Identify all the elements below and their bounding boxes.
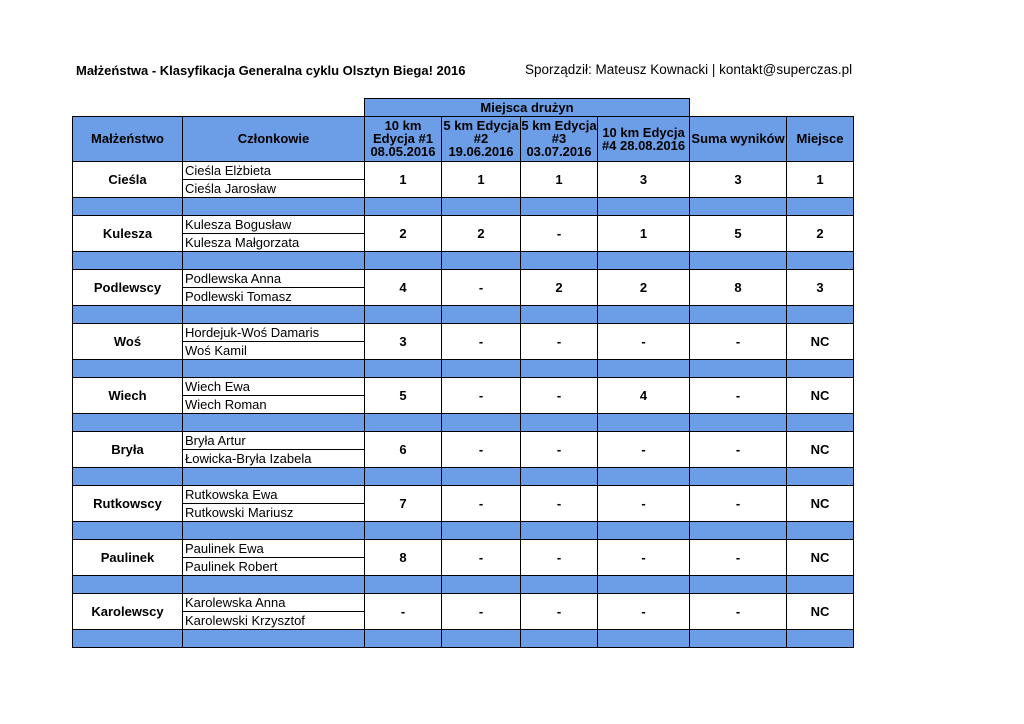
separator-cell xyxy=(521,521,598,539)
separator-row xyxy=(73,629,854,647)
race-result: - xyxy=(521,485,598,521)
separator-cell xyxy=(787,197,854,215)
race-result: - xyxy=(598,593,690,629)
separator-cell xyxy=(690,251,787,269)
separator-row xyxy=(73,521,854,539)
couple-name: Bryła xyxy=(73,431,183,467)
separator-cell xyxy=(442,305,521,323)
separator-cell xyxy=(183,629,365,647)
separator-row xyxy=(73,575,854,593)
couple-name: Cieśla xyxy=(73,161,183,197)
race-result: 4 xyxy=(598,377,690,413)
separator-cell xyxy=(365,575,442,593)
separator-cell xyxy=(183,575,365,593)
separator-cell xyxy=(521,251,598,269)
col-header-race3: 5 km Edycja #3 03.07.2016 xyxy=(521,118,597,159)
member-name: Cieśla Jarosław xyxy=(183,179,365,197)
race-result: - xyxy=(521,377,598,413)
separator-cell xyxy=(365,521,442,539)
sum-result: 8 xyxy=(690,269,787,305)
sum-result: - xyxy=(690,539,787,575)
separator-cell xyxy=(442,413,521,431)
race-result: 1 xyxy=(365,161,442,197)
race-result: 5 xyxy=(365,377,442,413)
separator-cell xyxy=(442,521,521,539)
member-name: Hordejuk-Woś Damaris xyxy=(183,323,365,341)
place-result: NC xyxy=(787,323,854,359)
member-name: Paulinek Ewa xyxy=(183,539,365,557)
member-name: Kulesza Małgorzata xyxy=(183,233,365,251)
race-result: - xyxy=(442,539,521,575)
table-body xyxy=(73,161,854,647)
place-result: 1 xyxy=(787,161,854,197)
separator-cell xyxy=(442,359,521,377)
sum-result: 5 xyxy=(690,215,787,251)
separator-cell xyxy=(690,305,787,323)
race-result: 1 xyxy=(442,161,521,197)
separator-cell xyxy=(690,575,787,593)
member-name: Cieśla Elżbieta xyxy=(183,161,365,179)
separator-cell xyxy=(690,197,787,215)
race-result: - xyxy=(521,215,598,251)
place-result: 3 xyxy=(787,269,854,305)
separator-cell xyxy=(598,467,690,485)
separator-cell xyxy=(787,629,854,647)
place-result: NC xyxy=(787,377,854,413)
separator-cell xyxy=(73,251,183,269)
race-result: 4 xyxy=(365,269,442,305)
col-header-race4: 10 km Edycja #4 28.08.2016 xyxy=(598,116,690,161)
separator-cell xyxy=(521,467,598,485)
author-credit: Sporządził: Mateusz Kownacki | kontakt@superczas.pl xyxy=(525,62,853,77)
col-header-race1: 10 km Edycja #1 08.05.2016 xyxy=(365,116,442,161)
sum-result: - xyxy=(690,485,787,521)
race-result: - xyxy=(598,539,690,575)
table-row xyxy=(73,323,854,341)
race-result: 1 xyxy=(521,161,598,197)
member-name: Wiech Roman xyxy=(183,395,365,413)
member-name: Łowicka-Bryła Izabela xyxy=(183,449,365,467)
race-result: - xyxy=(365,593,442,629)
separator-cell xyxy=(598,629,690,647)
separator-cell xyxy=(787,305,854,323)
separator-cell xyxy=(787,413,854,431)
race-result: - xyxy=(521,431,598,467)
race-result: 7 xyxy=(365,485,442,521)
col-header-members: Członkowie xyxy=(183,116,365,161)
table-row xyxy=(73,593,854,611)
member-name: Podlewska Anna xyxy=(183,269,365,287)
member-name: Kulesza Bogusław xyxy=(183,215,365,233)
separator-cell xyxy=(521,575,598,593)
race-result: - xyxy=(442,269,521,305)
race-result: 3 xyxy=(365,323,442,359)
sum-result: 3 xyxy=(690,161,787,197)
separator-cell xyxy=(521,629,598,647)
separator-cell xyxy=(73,305,183,323)
race-result: - xyxy=(521,323,598,359)
separator-cell xyxy=(598,575,690,593)
results-table xyxy=(72,98,854,648)
place-result: 2 xyxy=(787,215,854,251)
separator-cell xyxy=(521,305,598,323)
separator-cell xyxy=(787,575,854,593)
race-result: 2 xyxy=(442,215,521,251)
race-result: - xyxy=(598,485,690,521)
separator-cell xyxy=(365,305,442,323)
race-result: 1 xyxy=(598,215,690,251)
separator-cell xyxy=(442,467,521,485)
couple-name: Woś xyxy=(73,323,183,359)
column-header-row xyxy=(73,116,854,161)
table-row xyxy=(73,377,854,395)
race-result: - xyxy=(598,323,690,359)
table-row xyxy=(73,161,854,179)
race-result: - xyxy=(521,539,598,575)
race-result: - xyxy=(521,593,598,629)
col-header-race2: 5 km Edycja #2 19.06.2016 xyxy=(443,118,519,159)
table-row xyxy=(73,539,854,557)
col-header-sum: Suma wyników xyxy=(690,116,787,161)
couple-name: Paulinek xyxy=(73,539,183,575)
separator-row xyxy=(73,467,854,485)
couple-name: Wiech xyxy=(73,377,183,413)
sum-result: - xyxy=(690,377,787,413)
separator-cell xyxy=(690,629,787,647)
place-result: NC xyxy=(787,593,854,629)
separator-row xyxy=(73,413,854,431)
member-name: Podlewski Tomasz xyxy=(183,287,365,305)
race-result: 8 xyxy=(365,539,442,575)
separator-cell xyxy=(183,413,365,431)
member-name: Paulinek Robert xyxy=(183,557,365,575)
separator-cell xyxy=(598,305,690,323)
member-name: Rutkowska Ewa xyxy=(183,485,365,503)
separator-cell xyxy=(183,251,365,269)
member-name: Rutkowski Mariusz xyxy=(183,503,365,521)
separator-cell xyxy=(183,467,365,485)
separator-cell xyxy=(787,467,854,485)
place-result: NC xyxy=(787,485,854,521)
sum-result: - xyxy=(690,593,787,629)
separator-cell xyxy=(73,629,183,647)
separator-cell xyxy=(183,359,365,377)
sum-result: - xyxy=(690,323,787,359)
separator-cell xyxy=(598,251,690,269)
separator-cell xyxy=(598,413,690,431)
page-title: Małżeństwa - Klasyfikacja Generalna cyklu Olsztyn Biega! 2016 xyxy=(76,63,466,78)
race-result: 2 xyxy=(521,269,598,305)
separator-cell xyxy=(690,413,787,431)
separator-cell xyxy=(73,467,183,485)
couple-name: Kulesza xyxy=(73,215,183,251)
separator-cell xyxy=(365,413,442,431)
race-result: 2 xyxy=(598,269,690,305)
separator-cell xyxy=(521,413,598,431)
col-header-place: Miejsce xyxy=(787,116,854,161)
col-header-couple: Małżeństwo xyxy=(73,116,183,161)
place-result: NC xyxy=(787,539,854,575)
separator-row xyxy=(73,251,854,269)
separator-cell xyxy=(365,251,442,269)
sum-result: - xyxy=(690,431,787,467)
separator-cell xyxy=(442,197,521,215)
couple-name: Podlewscy xyxy=(73,269,183,305)
separator-cell xyxy=(183,521,365,539)
separator-cell xyxy=(365,467,442,485)
table-row xyxy=(73,485,854,503)
separator-cell xyxy=(442,251,521,269)
separator-cell xyxy=(73,413,183,431)
member-name: Karolewska Anna xyxy=(183,593,365,611)
member-name: Woś Kamil xyxy=(183,341,365,359)
separator-cell xyxy=(521,359,598,377)
separator-cell xyxy=(73,521,183,539)
couple-name: Rutkowscy xyxy=(73,485,183,521)
separator-cell xyxy=(365,197,442,215)
race-result: - xyxy=(442,431,521,467)
group-header: Miejsca drużyn xyxy=(365,99,690,117)
member-name: Karolewski Krzysztof xyxy=(183,611,365,629)
table-row xyxy=(73,431,854,449)
separator-cell xyxy=(365,359,442,377)
race-result: - xyxy=(442,323,521,359)
separator-cell xyxy=(598,521,690,539)
separator-cell xyxy=(690,359,787,377)
separator-cell xyxy=(183,305,365,323)
table-row xyxy=(73,215,854,233)
separator-cell xyxy=(690,467,787,485)
separator-cell xyxy=(73,359,183,377)
separator-cell xyxy=(442,575,521,593)
race-result: - xyxy=(598,431,690,467)
separator-cell xyxy=(442,629,521,647)
separator-row xyxy=(73,359,854,377)
member-name: Bryła Artur xyxy=(183,431,365,449)
group-header-row xyxy=(73,99,854,117)
race-result: - xyxy=(442,593,521,629)
separator-row xyxy=(73,197,854,215)
place-result: NC xyxy=(787,431,854,467)
race-result: 3 xyxy=(598,161,690,197)
couple-name: Karolewscy xyxy=(73,593,183,629)
separator-cell xyxy=(787,251,854,269)
separator-cell xyxy=(183,197,365,215)
race-result: 2 xyxy=(365,215,442,251)
race-result: - xyxy=(442,485,521,521)
separator-cell xyxy=(73,575,183,593)
separator-cell xyxy=(690,521,787,539)
separator-row xyxy=(73,305,854,323)
table-row xyxy=(73,269,854,287)
separator-cell xyxy=(521,197,598,215)
separator-cell xyxy=(787,521,854,539)
separator-cell xyxy=(598,359,690,377)
separator-cell xyxy=(787,359,854,377)
member-name: Wiech Ewa xyxy=(183,377,365,395)
separator-cell xyxy=(598,197,690,215)
separator-cell xyxy=(365,629,442,647)
separator-cell xyxy=(73,197,183,215)
race-result: 6 xyxy=(365,431,442,467)
race-result: - xyxy=(442,377,521,413)
